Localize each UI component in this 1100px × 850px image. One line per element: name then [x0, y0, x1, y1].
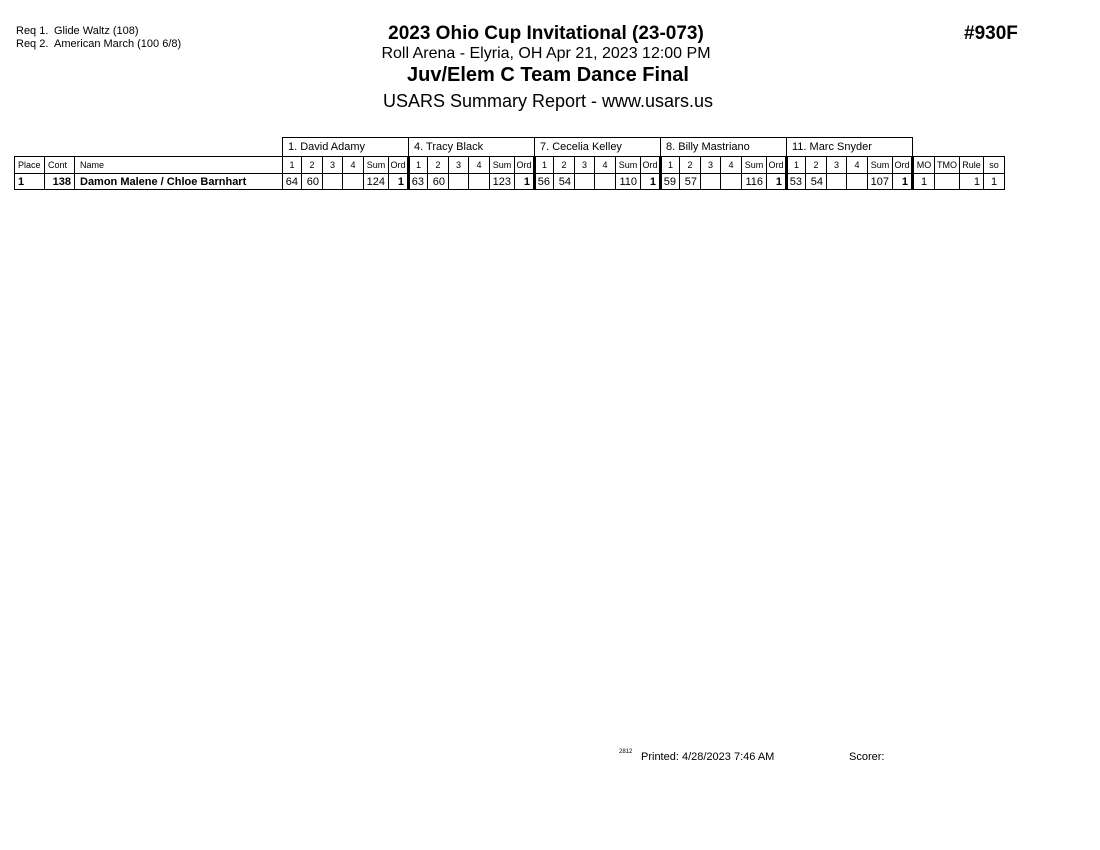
score-cell: 59 [661, 174, 680, 190]
col-cont: Cont [45, 157, 75, 174]
col-score-2: 2 [806, 157, 827, 174]
col-score-3: 3 [827, 157, 847, 174]
score-cell [575, 174, 595, 190]
col-score-2: 2 [428, 157, 449, 174]
judge-header-row [15, 138, 1005, 157]
requirement-text: Glide Waltz (108) [54, 25, 139, 37]
requirement-text: American March (100 6/8) [54, 38, 182, 50]
col-ord: Ord [389, 157, 409, 174]
col-score-1: 1 [409, 157, 428, 174]
score-cell: 57 [680, 174, 701, 190]
judge-name: 8. Billy Mastriano [661, 138, 787, 157]
score-cell [595, 174, 616, 190]
score-cell [343, 174, 364, 190]
results-table [14, 137, 1005, 190]
col-mo: MO [913, 157, 935, 174]
col-ord: Ord [767, 157, 787, 174]
col-ord: Ord [893, 157, 913, 174]
col-sum: Sum [616, 157, 641, 174]
col-score-1: 1 [283, 157, 302, 174]
mo-cell: 1 [913, 174, 935, 190]
col-score-2: 2 [554, 157, 575, 174]
blank-cell [913, 138, 1005, 157]
score-cell: 53 [787, 174, 806, 190]
score-cell: 60 [302, 174, 323, 190]
sum-cell: 124 [364, 174, 389, 190]
event-name: Juv/Elem C Team Dance Final [407, 64, 689, 86]
score-cell [701, 174, 721, 190]
score-cell [721, 174, 742, 190]
cont-cell: 138 [45, 174, 75, 190]
report-title: USARS Summary Report - www.usars.us [382, 91, 714, 111]
table-row [15, 174, 1005, 190]
ord-cell: 1 [641, 174, 661, 190]
col-score-4: 4 [469, 157, 490, 174]
name-cell: Damon Malene / Chloe Barnhart [75, 174, 283, 190]
score-cell: 63 [409, 174, 428, 190]
col-sum: Sum [868, 157, 893, 174]
sum-cell: 123 [490, 174, 515, 190]
requirement-label: Req 1. [16, 25, 49, 37]
col-score-3: 3 [575, 157, 595, 174]
judge-name: 11. Marc Snyder [787, 138, 913, 157]
col-tmo: TMO [935, 157, 960, 174]
score-cell: 60 [428, 174, 449, 190]
requirement-label: Req 2. [16, 38, 49, 50]
score-cell: 54 [806, 174, 827, 190]
col-sum: Sum [742, 157, 767, 174]
ord-cell: 1 [389, 174, 409, 190]
col-score-2: 2 [680, 157, 701, 174]
ord-cell: 1 [893, 174, 913, 190]
col-score-1: 1 [535, 157, 554, 174]
judge-name: 7. Cecelia Kelley [535, 138, 661, 157]
place-cell: 1 [15, 174, 45, 190]
tmo-cell [935, 174, 960, 190]
judge-name: 1. David Adamy [283, 138, 409, 157]
rule-cell: 1 [960, 174, 984, 190]
col-rule: Rule [960, 157, 984, 174]
score-cell: 56 [535, 174, 554, 190]
col-score-3: 3 [449, 157, 469, 174]
col-score-1: 1 [661, 157, 680, 174]
col-score-1: 1 [787, 157, 806, 174]
col-name: Name [75, 157, 283, 174]
scorer-label: Scorer: [849, 751, 885, 763]
sum-cell: 116 [742, 174, 767, 190]
col-score-3: 3 [323, 157, 343, 174]
score-cell: 54 [554, 174, 575, 190]
footer-code: 2812 [619, 749, 633, 755]
col-sum: Sum [490, 157, 515, 174]
column-header-row [15, 157, 1005, 174]
printed-timestamp: Printed: 4/28/2023 7:46 AM [641, 751, 775, 763]
col-score-2: 2 [302, 157, 323, 174]
col-score-4: 4 [595, 157, 616, 174]
competition-title: 2023 Ohio Cup Invitational (23-073) [388, 23, 704, 44]
col-score-4: 4 [847, 157, 868, 174]
so-cell: 1 [984, 174, 1005, 190]
blank-cell [15, 138, 283, 157]
col-ord: Ord [641, 157, 661, 174]
sum-cell: 107 [868, 174, 893, 190]
score-cell [449, 174, 469, 190]
score-cell [847, 174, 868, 190]
col-score-4: 4 [343, 157, 364, 174]
judge-name: 4. Tracy Black [409, 138, 535, 157]
col-score-3: 3 [701, 157, 721, 174]
col-so: so [984, 157, 1005, 174]
score-cell [827, 174, 847, 190]
col-score-4: 4 [721, 157, 742, 174]
score-cell [469, 174, 490, 190]
ord-cell: 1 [767, 174, 787, 190]
score-cell: 64 [283, 174, 302, 190]
event-code: #930F [964, 23, 1018, 44]
col-place: Place [15, 157, 45, 174]
venue-date: Roll Arena - Elyria, OH Apr 21, 2023 12:00 PM [381, 45, 711, 62]
ord-cell: 1 [515, 174, 535, 190]
sum-cell: 110 [616, 174, 641, 190]
col-sum: Sum [364, 157, 389, 174]
col-ord: Ord [515, 157, 535, 174]
score-cell [323, 174, 343, 190]
